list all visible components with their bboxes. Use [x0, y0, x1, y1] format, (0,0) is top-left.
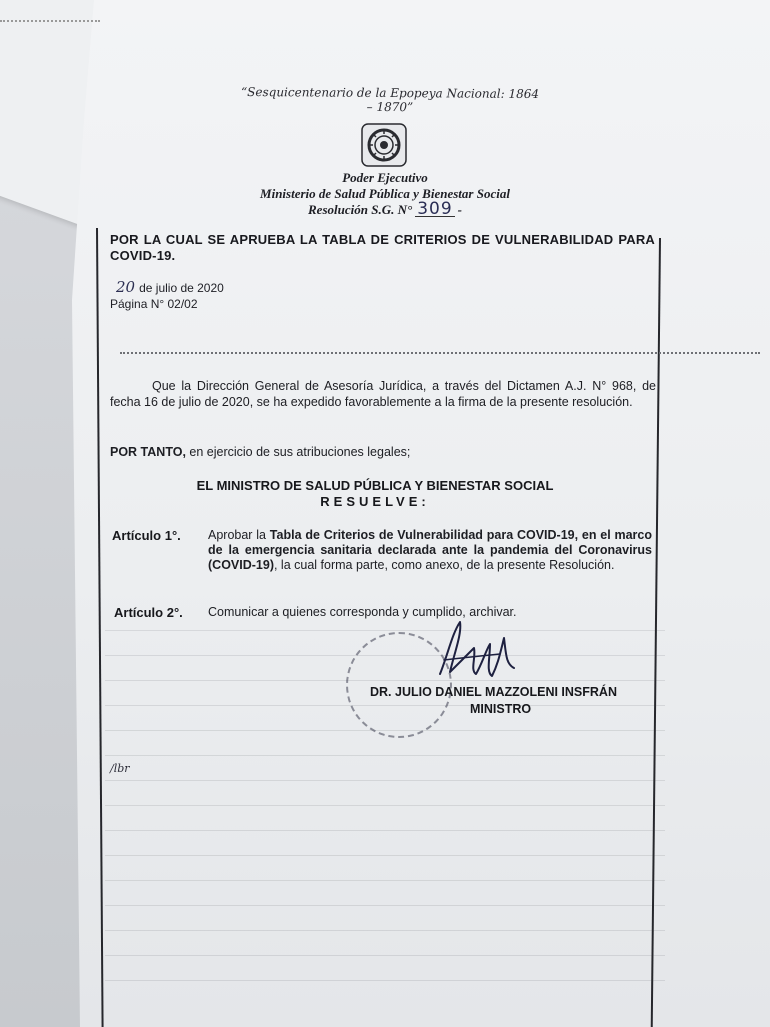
handwritten-day: 20	[116, 278, 136, 296]
por-tanto-bold: POR TANTO,	[110, 445, 186, 459]
separator-line	[120, 352, 760, 354]
date-rest: de julio de 2020	[139, 281, 224, 295]
por-tanto-rest: en ejercicio de sus atribuciones legales;	[185, 445, 411, 459]
signer-role: MINISTRO	[470, 702, 532, 716]
considerando-paragraph: Que la Dirección General de Asesoría Jurídica, a través del Dictamen A.J. N° 968, de fecha 16 de julio de 2020, se ha expedido favorablemente a la firma de la presente resolución.	[110, 379, 656, 409]
article-2-text: Comunicar a quienes corresponda y cumplido, archivar.	[208, 605, 517, 619]
resolution-title: POR LA CUAL SE APRUEBA LA TABLA DE CRITERIOS DE VULNERABILIDAD PARA COVID-19.	[110, 232, 655, 263]
article-1-post: , la cual forma parte, como anexo, de la presente Resolución.	[273, 558, 615, 572]
typist-initials: /lbr	[110, 762, 130, 775]
handwritten-signature	[430, 614, 520, 686]
national-seal-icon	[358, 122, 410, 168]
resolution-number: 309	[417, 199, 453, 219]
por-tanto-line	[110, 445, 656, 459]
signer-name: DR. JULIO DANIEL MAZZOLENI INSFRÁN	[370, 685, 617, 699]
left-margin-rule	[96, 228, 104, 1027]
resolution-number-line	[240, 199, 530, 219]
article-1-bold: Tabla de Criterios de Vulnerabilidad para COVID-19, en el marco de la emergencia sanitaria declarada ante la pandemia del Coronavirus (COVID-19)	[208, 528, 652, 572]
ministry-line: Ministerio de Salud Pública y Bienestar Social	[260, 186, 510, 201]
minister-heading: EL MINISTRO DE SALUD PÚBLICA Y BIENESTAR SOCIAL	[196, 478, 554, 493]
resolution-suffix: -	[457, 202, 462, 217]
page-number: Página N° 02/02	[110, 297, 198, 311]
motto-text: “Sesquicentenario de la Epopeya Nacional: 1864 – 1870”	[241, 84, 540, 115]
separator-line-top	[0, 20, 100, 22]
article-2-label: Artículo 2°.	[114, 605, 183, 620]
signer-block	[370, 684, 650, 718]
authority-line: Poder Ejecutivo	[342, 170, 428, 185]
article-1-text	[208, 528, 652, 573]
minister-heading-block	[160, 478, 590, 510]
article-1-pre: Aprobar la	[208, 528, 270, 542]
article-1-label: Artículo 1°.	[112, 528, 181, 543]
issuing-authority-block	[240, 170, 530, 218]
resolution-prefix: Resolución S.G. N°	[308, 202, 413, 217]
resuelve-heading: RESUELVE:	[320, 494, 430, 509]
date-line	[116, 278, 224, 296]
